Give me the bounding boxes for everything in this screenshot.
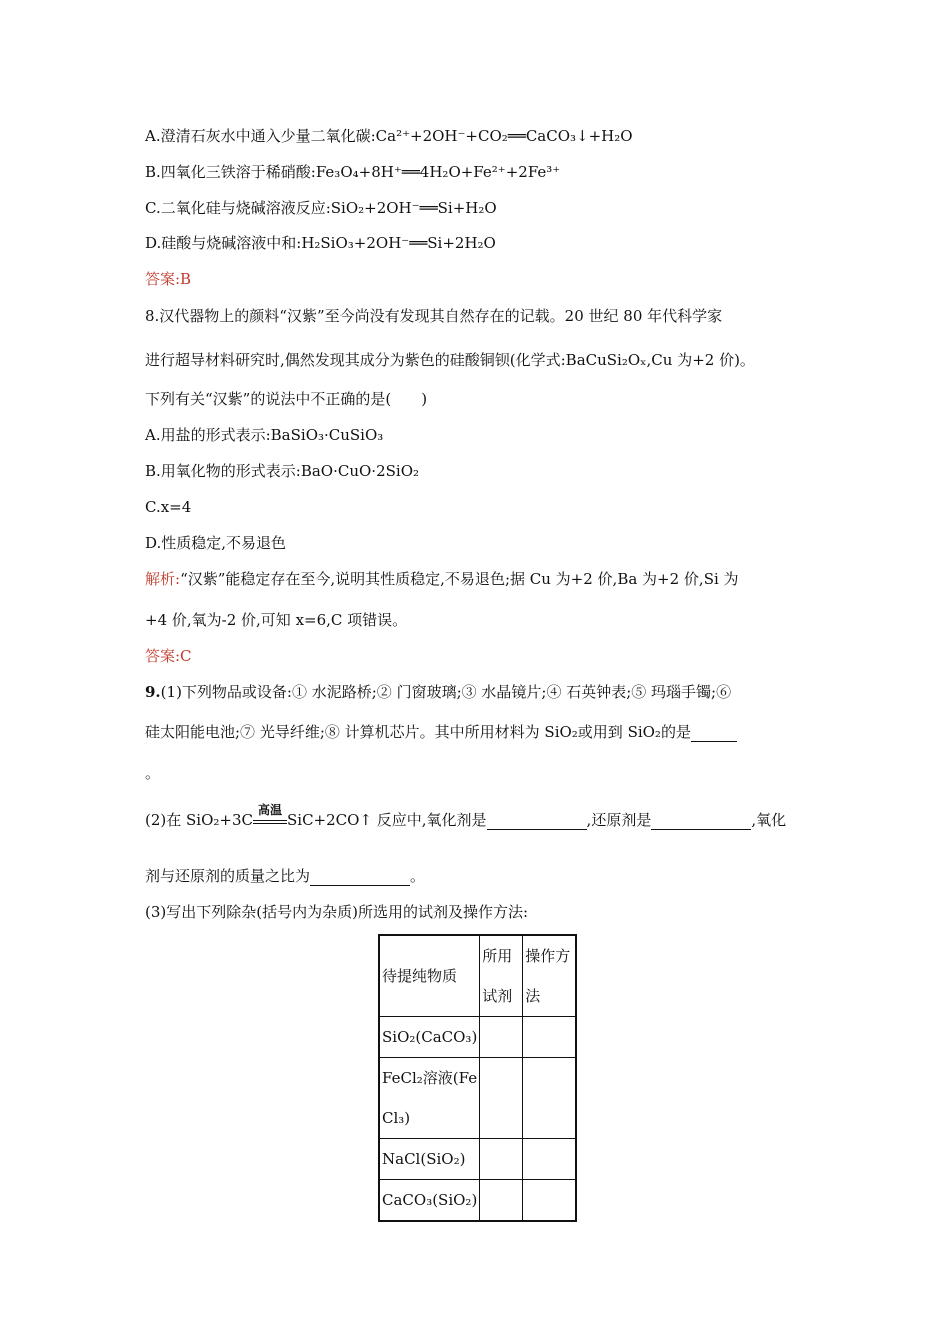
purification-table [378, 934, 577, 1222]
q9-part2-line2 [145, 866, 425, 886]
q8-stem-line3: 下列有关“汉紫”的说法中不正确的是( ) [145, 390, 428, 408]
table-row [379, 1058, 576, 1139]
header-reagent: 所用试剂 [480, 935, 523, 1017]
q9-part1-line1 [145, 682, 731, 702]
reaction-condition: 高温 [257, 803, 282, 817]
analysis-label: 解析: [145, 570, 181, 588]
q8-analysis-line2: +4 价,氧为-2 价,可知 x=6,C 项错误。 [145, 611, 408, 629]
q8-stem-line1: 8.汉代器物上的颜料“汉紫”至今尚没有发现其自然存在的记载。20 世纪 80 年代科学家 [145, 307, 723, 325]
q9-part1-text: (1)下列物品或设备:① 水泥路桥;② 门窗玻璃;③ 水晶镜片;④ 石英钟表;⑤ 玛瑙手镯;⑥ [160, 683, 732, 701]
q9-part2-product: SiC+2CO↑ 反应中,氧化剂是 [287, 811, 487, 829]
q7-answer: 答案:B [145, 270, 192, 288]
row-method-cell[interactable] [523, 1017, 577, 1058]
table-row [379, 1139, 576, 1180]
oxidizer-blank[interactable] [487, 813, 587, 830]
table-header-row [379, 935, 576, 1017]
row-method-cell[interactable] [523, 1180, 577, 1222]
row-substance: SiO₂(CaCO₃) [379, 1017, 480, 1058]
answer-blank-1[interactable] [691, 725, 737, 742]
q7-option-d: D.硅酸与烧碱溶液中和:H₂SiO₃+2OH⁻══Si+2H₂O [145, 234, 496, 252]
q8-option-b: B.用氧化物的形式表示:BaO·CuO·2SiO₂ [145, 462, 420, 480]
q8-option-d: D.性质稳定,不易退色 [145, 534, 287, 552]
q9-part2-line1 [145, 803, 787, 830]
row-substance: NaCl(SiO₂) [379, 1139, 480, 1180]
q9-part2-line2-end: 。 [410, 867, 426, 885]
row-reagent-cell[interactable] [480, 1139, 523, 1180]
row-reagent-cell[interactable] [480, 1017, 523, 1058]
q8-analysis-line1 [145, 569, 739, 589]
row-substance: FeCl₂溶液(FeCl₃) [379, 1058, 480, 1139]
table-row [379, 1017, 576, 1058]
q9-part2-mid: ,还原剂是 [586, 811, 652, 829]
header-method: 操作方法 [523, 935, 577, 1017]
reducer-blank[interactable] [651, 813, 751, 830]
analysis-text: “汉紫”能稳定存在至今,说明其性质稳定,不易退色;据 Cu 为+2 价,Ba 为+2 价,Si 为 [180, 570, 739, 588]
q7-option-a: A.澄清石灰水中通入少量二氧化碳:Ca²⁺+2OH⁻+CO₂══CaCO₃↓+H₂O [145, 127, 633, 145]
row-reagent-cell[interactable] [480, 1058, 523, 1139]
mass-ratio-blank[interactable] [310, 869, 410, 886]
header-substance: 待提纯物质 [379, 935, 480, 1017]
row-substance: CaCO₃(SiO₂) [379, 1180, 480, 1222]
q9-part2-line2-text: 剂与还原剂的质量之比为 [145, 867, 311, 885]
q9-part1-text2: 硅太阳能电池;⑦ 光导纤维;⑧ 计算机芯片。其中所用材料为 SiO₂或用到 SiO₂的是 [145, 723, 691, 741]
q9-number: 9. [145, 683, 161, 701]
reaction-arrow [253, 803, 287, 824]
q7-option-c: C.二氧化硅与烧碱溶液反应:SiO₂+2OH⁻══Si+H₂O [145, 199, 497, 217]
q8-stem-line2: 进行超导材料研究时,偶然发现其成分为紫色的硅酸铜钡(化学式:BaCuSi₂Oₓ,Cu 为+2 价)。 [145, 351, 755, 369]
q9-part2-end: ,氧化 [751, 811, 787, 829]
q8-option-c: C.x=4 [145, 498, 192, 516]
row-method-cell[interactable] [523, 1139, 577, 1180]
q8-answer: 答案:C [145, 647, 192, 665]
q9-part2-start: (2)在 SiO₂+3C [145, 811, 253, 829]
table-row [379, 1180, 576, 1222]
row-method-cell[interactable] [523, 1058, 577, 1139]
q8-option-a: A.用盐的形式表示:BaSiO₃·CuSiO₃ [145, 426, 384, 444]
q9-part1-line2 [145, 722, 737, 742]
q7-option-b: B.四氧化三铁溶于稀硝酸:Fe₃O₄+8H⁺══4H₂O+Fe²⁺+2Fe³⁺ [145, 163, 561, 181]
row-reagent-cell[interactable] [480, 1180, 523, 1222]
q9-part1-end: 。 [145, 764, 161, 782]
q9-part3: (3)写出下列除杂(括号内为杂质)所选用的试剂及操作方法: [145, 903, 529, 921]
